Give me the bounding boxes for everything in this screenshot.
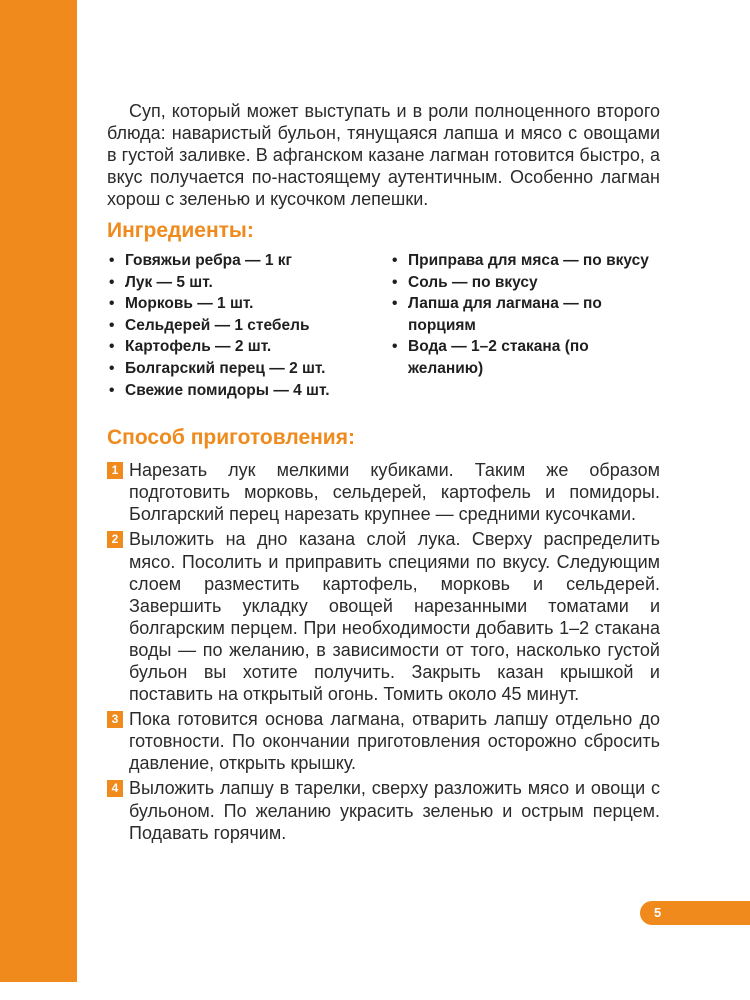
ingredients-title: Ингредиенты:	[107, 219, 254, 242]
step-item	[107, 528, 660, 705]
bullet-icon: •	[109, 316, 115, 334]
step-number-badge: 2	[107, 531, 123, 548]
bullet-icon: •	[109, 381, 115, 399]
bullet-icon: •	[392, 295, 398, 313]
ingredient-item: • Картофель — 2 шт.	[107, 336, 390, 358]
bullet-icon: •	[392, 273, 398, 291]
step-item	[107, 777, 660, 843]
method-title: Способ приготовления:	[107, 426, 355, 450]
page-number-tab	[640, 901, 750, 925]
ingredient-item: • Соль — по вкусу	[390, 272, 652, 294]
ingredient-item: • Говяжьи ребра — 1 кг	[107, 250, 390, 272]
ingredient-item: • Лапша для лагмана — по порциям	[392, 295, 602, 334]
step-item	[107, 708, 660, 774]
step-number-badge: 1	[107, 462, 123, 479]
ingredient-item: • Вода — 1–2 стакана (по желанию)	[392, 338, 589, 377]
step-text: Пока готовится основа лагмана, отварить лапшу отдельно до готовности. По окончании приготовления осторожно сбросить давление, открыть крышку.	[129, 709, 660, 774]
ingredient-item: • Морковь — 1 шт.	[107, 293, 390, 315]
ingredient-item: • Сельдерей — 1 стебель	[107, 315, 390, 337]
step-text: Выложить на дно казана слой лука. Сверху распределить мясо. Посолить и приправить специями по вкусу. Следующим слоем разместить картофель, морковь и сельдерей. Завершить укладку овощей нарезанными томатами и болгарским перцем. При необходимости добавить 1–2 стакана воды — по желанию, в зависимости от того, насколько густой бульон вы хотите получить. Закрыть казан крышкой и поставить на открытый огонь. Томить около 45 минут.	[129, 529, 660, 705]
page-number: 5	[654, 905, 662, 920]
ingredient-item: • Болгарский перец — 2 шт.	[107, 358, 390, 380]
ingredients-column-right	[390, 250, 652, 401]
step-text: Нарезать лук мелкими кубиками. Таким же образом подготовить морковь, сельдерей, картофель и помидоры. Болгарский перец нарезать крупнее — средними кусочками.	[129, 460, 660, 525]
side-accent-bar	[0, 0, 77, 982]
bullet-icon: •	[392, 252, 398, 269]
ingredient-item: • Свежие помидоры — 4 шт.	[107, 380, 390, 402]
bullet-icon: •	[109, 295, 115, 313]
ingredient-item: • Приправа для мяса — по вкусу	[390, 250, 652, 272]
bullet-icon: •	[109, 252, 115, 269]
ingredients-column-left	[107, 250, 390, 401]
bullet-icon: •	[109, 273, 115, 291]
ingredient-item: • Лук — 5 шт.	[107, 272, 390, 294]
bullet-icon: •	[109, 338, 115, 356]
ingredients-list	[107, 250, 660, 401]
page-content	[107, 100, 660, 847]
method-steps	[107, 459, 660, 844]
bullet-icon: •	[392, 338, 398, 356]
step-text: Выложить лапшу в тарелки, сверху разложить мясо и овощи с бульоном. По желанию украсить зеленью и острым перцем. Подавать горячим.	[129, 778, 660, 843]
step-number-badge: 3	[107, 711, 123, 728]
intro-paragraph: Суп, который может выступать и в роли полноценного второго блюда: наваристый бульон, тянущаяся лапша и мясо с овощами в густой заливке. В афганском казане лагман готовится быстро, а вкус получается по-настоящему аутентичным. Особенно лагман хорош с зеленью и кусочком лепешки.	[107, 101, 660, 209]
step-item	[107, 459, 660, 525]
bullet-icon: •	[109, 359, 115, 377]
step-number-badge: 4	[107, 780, 123, 797]
